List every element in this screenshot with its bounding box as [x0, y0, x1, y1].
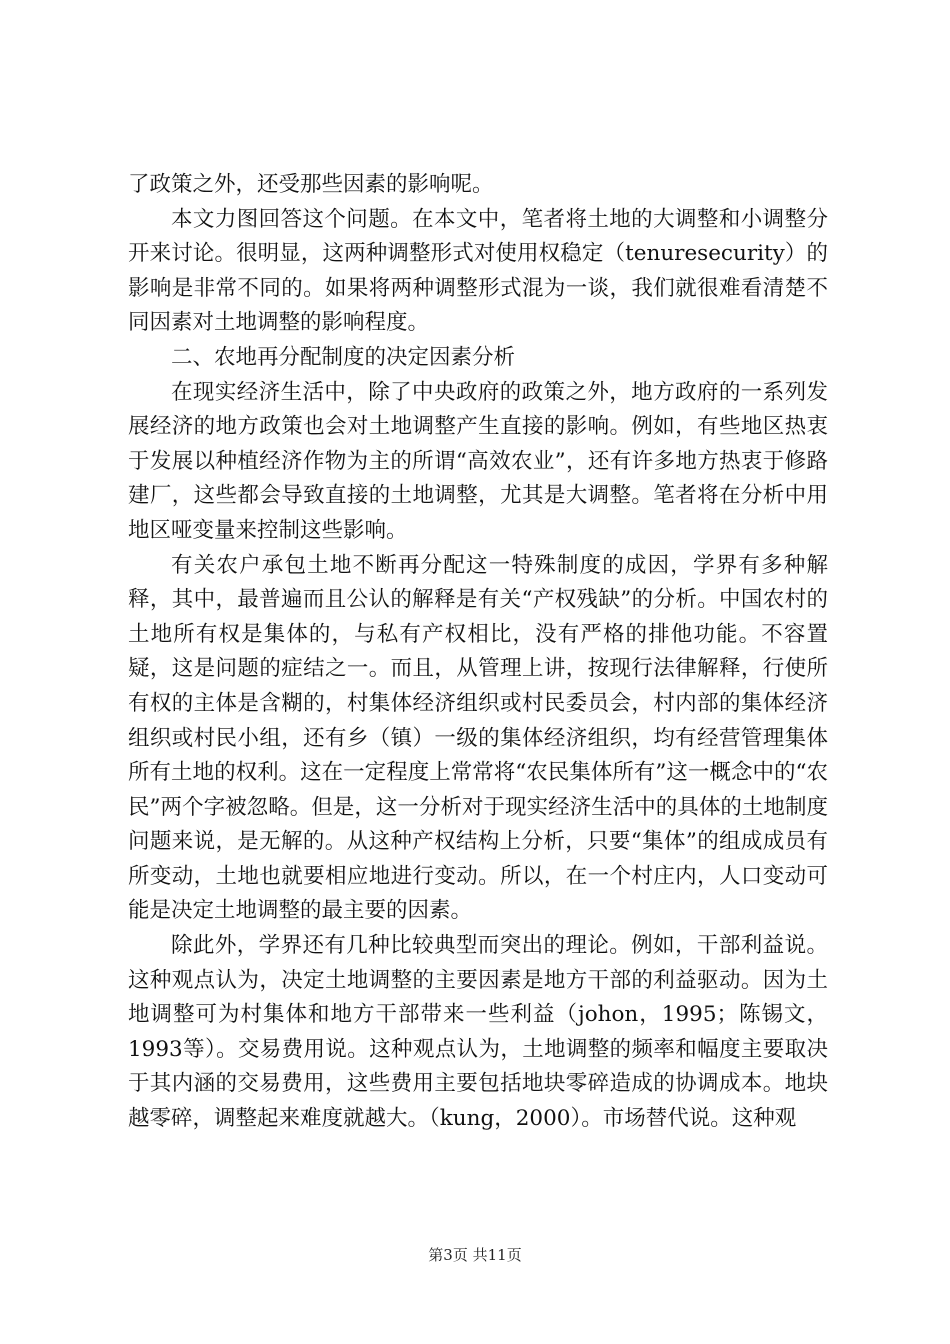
- paragraph: 除此外，学界还有几种比较典型而突出的理论。例如，干部利益说。这种观点认为，决定土地调整的主要因素是地方干部的利益驱动。因为土地调整可为村集体和地方干部带来一些利益（johon，1995；陈锡文，1993等）。交易费用说。这种观点认为，土地调整的频率和幅度主要取决于其内涵的交易费用，这些费用主要包括地块零碎造成的协调成本。地块越零碎，调整起来难度就越大。（kung，2000）。市场替代说。这种观: [128, 933, 828, 1132]
- paragraph: 了政策之外，还受那些因素的影响呢。: [128, 172, 494, 197]
- document-body: [128, 168, 828, 1137]
- paragraph: 本文力图回答这个问题。在本文中，笔者将土地的大调整和小调整分开来讨论。很明显，这两种调整形式对使用权稳定（tenuresecurity）的影响是非常不同的。如果将两种调整形式混为一谈，我们就很难看清楚不同因素对土地调整的影响程度。: [128, 206, 828, 336]
- paragraph: 有关农户承包土地不断再分配这一特殊制度的成因，学界有多种解释，其中，最普遍而且公认的解释是有关“产权残缺”的分析。中国农村的土地所有权是集体的，与私有产权相比，没有严格的排他功能。不容置疑，这是问题的症结之一。而且，从管理上讲，按现行法律解释，行使所有权的主体是含糊的，村集体经济组织或村民委员会，村内部的集体经济组织或村民小组，还有乡（镇）一级的集体经济组织，均有经营管理集体所有土地的权利。这在一定程度上常常将“农民集体所有”这一概念中的“农民”两个字被忽略。但是，这一分析对于现实经济生活中的具体的土地制度问题来说，是无解的。从这种产权结构上分析，只要“集体”的组成成员有所变动，土地也就要相应地进行变动。所以，在一个村庄内，人口变动可能是决定土地调整的最主要的因素。: [128, 552, 828, 924]
- paragraph: 在现实经济生活中，除了中央政府的政策之外，地方政府的一系列发展经济的地方政策也会对土地调整产生直接的影响。例如，有些地区热衷于发展以种植经济作物为主的所谓“高效农业”，还有许多地方热衷于修路建厂，这些都会导致直接的土地调整，尤其是大调整。笔者将在分析中用地区哑变量来控制这些影响。: [128, 379, 828, 543]
- section-heading: 二、农地再分配制度的决定因素分析: [171, 344, 516, 370]
- page-number-footer: 第3页 共11页: [428, 1246, 522, 1264]
